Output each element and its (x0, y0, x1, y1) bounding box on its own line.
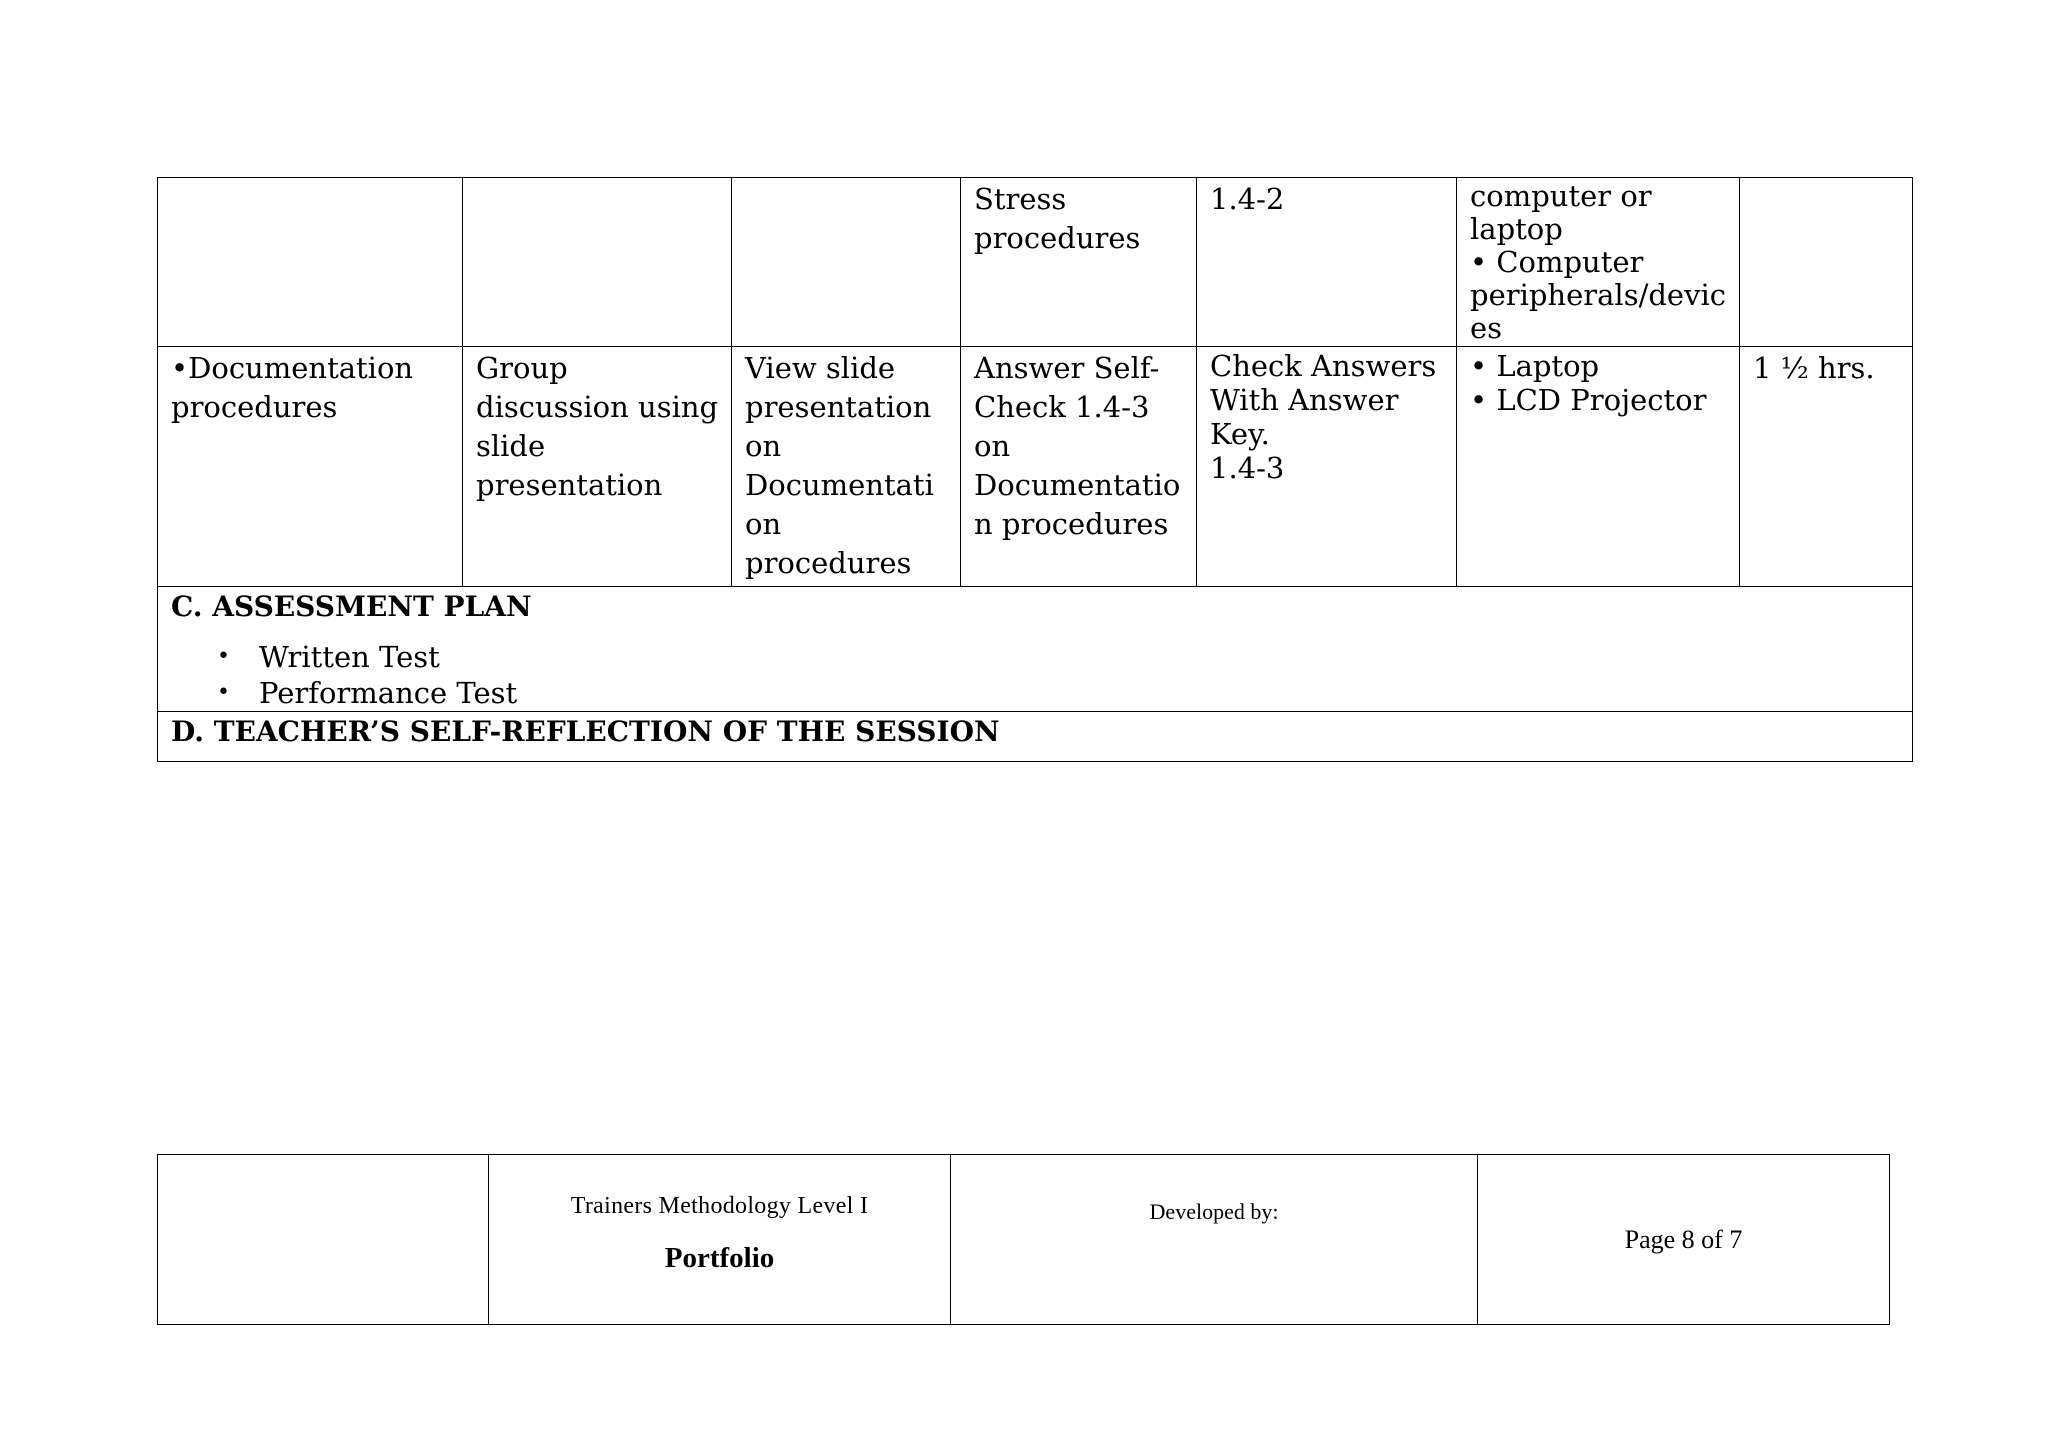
list-item-label: Performance Test (259, 676, 518, 710)
cell-text: With Answer (1210, 383, 1399, 417)
cell-text: peripherals/devic (1470, 278, 1726, 312)
table-cell (1457, 178, 1740, 347)
cell-text: computer or (1470, 179, 1652, 213)
cell-text: on (745, 429, 782, 463)
cell-text: procedures (745, 546, 912, 580)
assessment-plan-section (158, 587, 1913, 712)
footer-logo-cell (158, 1155, 489, 1325)
cell-text: on (745, 507, 782, 541)
table-cell (1740, 178, 1913, 347)
cell-text: presentation (476, 468, 663, 502)
cell-text: 1 ½ hrs. (1753, 351, 1875, 385)
section-heading: D. TEACHER’S SELF-REFLECTION OF THE SESSION (171, 715, 1000, 748)
table-cell (158, 347, 463, 587)
cell-text: 1.4-3 (1210, 451, 1285, 485)
table-cell (732, 178, 961, 347)
table-row (158, 347, 1913, 587)
table-cell (961, 178, 1197, 347)
cell-text: slide (476, 429, 546, 463)
cell-text: Key. (1210, 417, 1270, 451)
cell-text: presentation (745, 390, 932, 424)
list-item (171, 639, 1899, 675)
list-item (171, 675, 1899, 711)
page-footer (157, 1154, 1890, 1325)
table-cell (158, 178, 463, 347)
footer-page-cell (1478, 1155, 1890, 1325)
cell-text: laptop (1470, 212, 1563, 246)
cell-text: Answer Self- (974, 351, 1160, 385)
bullet-icon: • (217, 680, 230, 705)
cell-text: procedures (171, 390, 338, 424)
cell-text: n procedures (974, 507, 1169, 541)
section-heading: C. ASSESSMENT PLAN (171, 590, 532, 623)
bullet-icon: • (217, 644, 230, 669)
cell-text: Documentatio (974, 468, 1181, 502)
cell-text: Group (476, 351, 568, 385)
cell-text: Check Answers (1210, 349, 1437, 383)
list-item-label: Written Test (259, 640, 440, 674)
table-cell (463, 347, 732, 587)
page-number: Page 8 of 7 (1624, 1225, 1743, 1254)
developed-by-label: Developed by: (1149, 1199, 1279, 1224)
table-row (158, 587, 1913, 712)
table-cell (463, 178, 732, 347)
table-cell (1457, 347, 1740, 587)
table-cell (1740, 347, 1913, 587)
table-row (158, 712, 1913, 762)
cell-text: • LCD Projector (1470, 383, 1707, 417)
cell-text: Documentati (745, 468, 934, 502)
assessment-list (171, 639, 1899, 711)
cell-text: •Documentation (171, 351, 414, 385)
table-cell (1197, 178, 1457, 347)
cell-text: Check 1.4-3 (974, 390, 1150, 424)
cell-text: • Laptop (1470, 349, 1600, 383)
cell-text: discussion using (476, 390, 719, 424)
portfolio-label: Portfolio (664, 1242, 775, 1274)
cell-text: es (1470, 311, 1503, 345)
self-reflection-section (158, 712, 1913, 762)
table-cell (732, 347, 961, 587)
cell-text: procedures (974, 221, 1141, 255)
table-cell (961, 347, 1197, 587)
cell-text: on (974, 429, 1011, 463)
footer-row (158, 1155, 1890, 1325)
cell-text: 1.4-2 (1210, 182, 1285, 216)
cell-text: Stress (974, 182, 1067, 216)
table-row (158, 178, 1913, 347)
table-cell (1197, 347, 1457, 587)
footer-title-cell (489, 1155, 951, 1325)
session-plan-table (157, 177, 1913, 762)
course-title: Trainers Methodology Level I (570, 1193, 869, 1219)
footer-developer-cell (951, 1155, 1478, 1325)
cell-text: • Computer (1470, 245, 1644, 279)
cell-text: View slide (745, 351, 896, 385)
